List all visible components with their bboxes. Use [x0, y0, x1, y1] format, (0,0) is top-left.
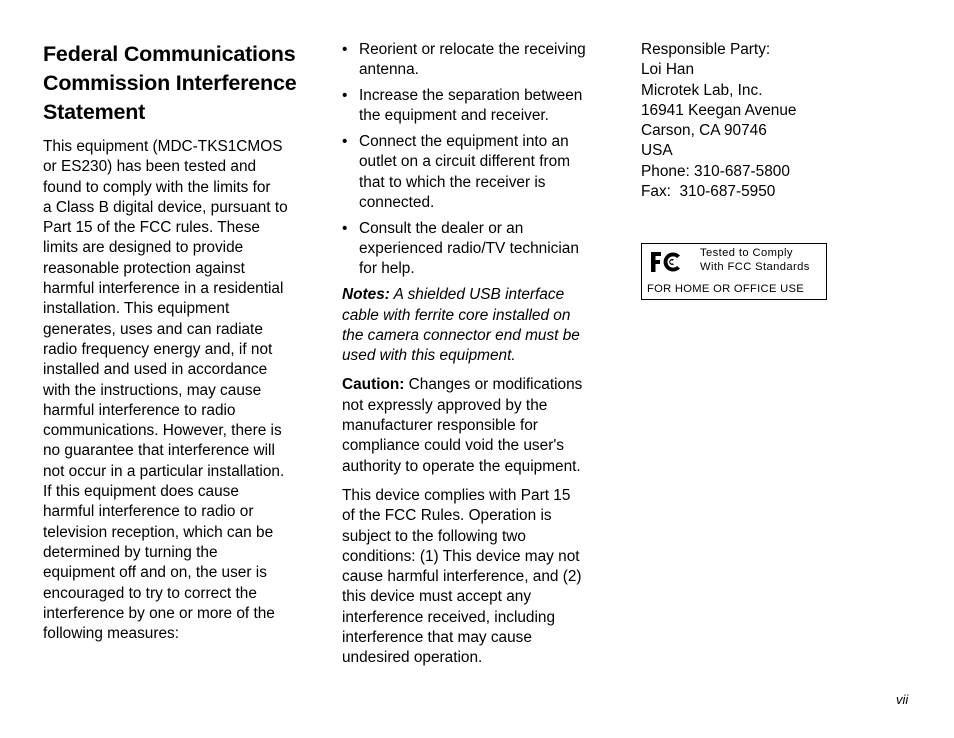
text-line: Connect the equipment into an — [359, 133, 569, 151]
text-line: communications. However, there is — [43, 422, 282, 440]
text-line: reasonable protection against — [43, 259, 245, 277]
text-line: harmful interference in a residential — [43, 280, 284, 298]
text-line: the equipment and receiver. — [359, 107, 549, 125]
bullet-icon: • — [342, 133, 348, 151]
text-line: encouraged to try to correct the — [43, 584, 257, 602]
bullet-icon: • — [342, 41, 348, 58]
text-line: generates, uses and can radiate — [43, 320, 263, 338]
text-line: interference that may cause — [342, 629, 532, 647]
text-line: Carson, CA 90746 — [641, 122, 767, 140]
text-line: This equipment (MDC-TKS1CMOS — [43, 138, 283, 155]
text-line: With FCC Standards — [700, 260, 810, 273]
bullet-icon: • — [342, 219, 348, 237]
text-line: radio frequency energy and, if not — [43, 340, 273, 358]
text-line: of the FCC Rules. Operation is — [342, 507, 552, 525]
list-item — [342, 132, 614, 213]
text-line: Loi Han — [641, 61, 695, 79]
text-line: harmful interference to radio — [43, 401, 236, 419]
text-line: manufacturer responsible for — [342, 417, 538, 435]
list-item — [342, 40, 614, 81]
notes-paragraph — [342, 285, 614, 366]
text-line: used with this equipment. — [342, 347, 516, 365]
text-line: interference received, including — [342, 608, 556, 626]
text-line: undesired operation. — [342, 649, 483, 667]
text-line: compliance could void the user's — [342, 437, 564, 455]
section-heading — [43, 40, 315, 127]
text-line: installation. This equipment — [43, 300, 230, 318]
text-line: with the instructions, may cause — [43, 381, 262, 399]
text-line: equipment off and on, the user is — [43, 564, 267, 582]
text-line: the camera connector end must be — [342, 326, 580, 344]
caution-label: Caution: — [342, 376, 405, 394]
text-line: not occur in a particular installation. — [43, 462, 285, 480]
text-line: following measures: — [43, 625, 180, 643]
text-line: This device complies with Part 15 — [342, 486, 571, 504]
fcc-logo-icon — [650, 250, 684, 274]
text-line: experienced radio/TV technician — [359, 240, 579, 258]
fcc-compliance-label — [641, 243, 827, 300]
text-line: harmful interference to radio or — [43, 503, 254, 521]
text-line: Part 15 of the FCC rules. These — [43, 219, 260, 237]
text-line: connected. — [359, 194, 435, 212]
right-column — [641, 40, 841, 202]
text-line: outlet on a circuit different from — [359, 153, 571, 171]
left-column — [43, 40, 315, 644]
page-number: vii — [896, 692, 909, 707]
heading-line: Statement — [43, 100, 146, 124]
text-line: cable with ferrite core installed on — [342, 306, 571, 324]
text-line: installed and used in accordance — [43, 361, 268, 379]
text-line: or ES230) has been tested and — [43, 158, 257, 176]
text-line: no guarantee that interference will — [43, 442, 275, 460]
text-line: Responsible Party: — [641, 41, 771, 58]
bullet-icon: • — [342, 87, 348, 105]
text-line: 16941 Keegan Avenue — [641, 101, 797, 119]
text-line: Reorient or relocate the receiving — [359, 41, 586, 58]
text-line: for help. — [359, 260, 415, 278]
text-line: cause harmful interference, and (2) — [342, 568, 582, 586]
text-line: this device must accept any — [342, 588, 532, 606]
part15-paragraph — [342, 486, 614, 669]
text-line: Increase the separation between — [359, 87, 583, 105]
fcc-statement-paragraph — [43, 137, 315, 644]
fcc-tested-text — [700, 247, 810, 274]
text-line: Phone: 310-687-5800 — [641, 162, 790, 180]
text-line: antenna. — [359, 61, 419, 79]
fcc-usage-text: FOR HOME OR OFFICE USE — [647, 283, 805, 295]
list-item — [342, 219, 614, 280]
notes-label: Notes: — [342, 286, 390, 304]
caution-paragraph — [342, 375, 614, 476]
text-line: limits are designed to provide — [43, 239, 244, 257]
heading-line: Federal Communications — [43, 42, 296, 66]
text-line: a Class B digital device, pursuant to — [43, 198, 288, 216]
responsible-party-block — [641, 40, 841, 202]
text-line: conditions: (1) This device may not — [342, 547, 580, 565]
heading-line: Commission Interference — [43, 71, 297, 95]
text-line: Consult the dealer or an — [359, 219, 524, 237]
text-line: Microtek Lab, Inc. — [641, 81, 763, 99]
text-line: interference by one or more of the — [43, 604, 275, 622]
text-line: A shielded USB interface — [389, 286, 565, 304]
text-line: not expressly approved by the — [342, 396, 548, 414]
text-line: television reception, which can be — [43, 523, 274, 541]
text-line: authority to operate the equipment. — [342, 457, 581, 475]
text-line: Changes or modifications — [404, 376, 583, 394]
text-line: found to comply with the limits for — [43, 178, 271, 196]
measures-list — [342, 40, 614, 280]
text-line: USA — [641, 142, 673, 160]
middle-column — [342, 40, 614, 669]
text-line: If this equipment does cause — [43, 483, 239, 501]
text-line: Fax: 310-687-5950 — [641, 183, 776, 201]
text-line: that to which the receiver is — [359, 173, 546, 191]
text-line: subject to the following two — [342, 527, 526, 545]
text-line: determined by turning the — [43, 543, 218, 561]
list-item — [342, 86, 614, 127]
text-line: Tested to Comply — [700, 247, 793, 259]
